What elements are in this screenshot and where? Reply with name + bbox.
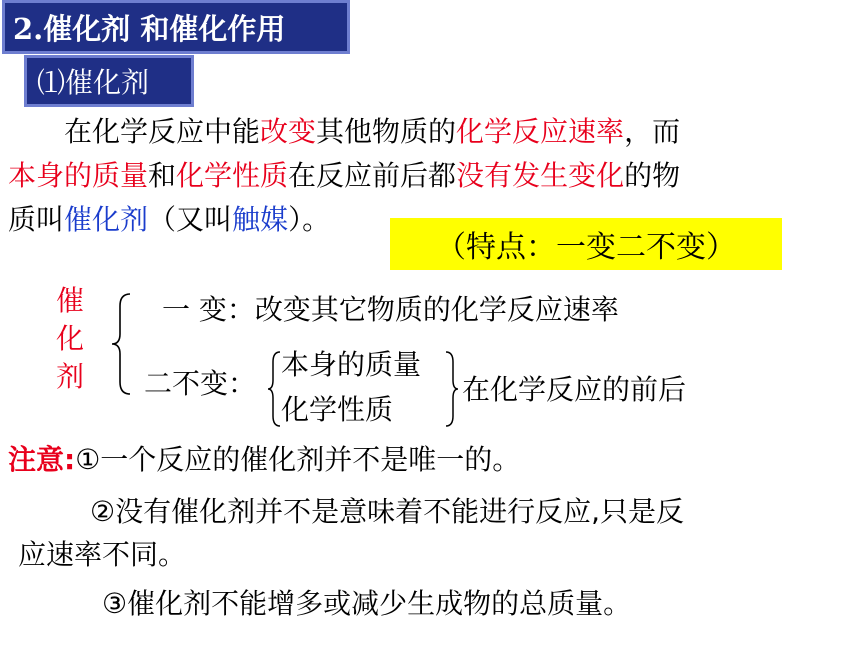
text-segment: 其他物质的 (316, 115, 457, 148)
note-line-1 (8, 438, 520, 478)
text-segment: ，而 (624, 115, 681, 148)
before-after-reaction: 在化学反应的前后 (462, 373, 687, 406)
keyword-mass: 本身的质量 (8, 159, 149, 192)
text-segment: 的物 (624, 159, 681, 192)
left-brace-icon (110, 292, 134, 396)
keyword-unchanged: 没有发生变化 (456, 159, 625, 192)
right-brace-icon (444, 350, 460, 428)
note-line-2b: 应速率不同。 (18, 538, 187, 571)
note-line-2a: ②没有催化剂并不是意味着不能进行反应,只是反 (90, 495, 685, 528)
keyword-reaction-rate: 化学反应速率 (456, 115, 625, 148)
note-line-3: ③催化剂不能增多或减少生成物的总质量。 (102, 587, 632, 620)
text-segment: （又叫 (148, 203, 233, 236)
text-segment: 在化学反应中能 (64, 115, 261, 148)
definition-line-2 (8, 154, 823, 198)
unchanged-item-mass: 本身的质量 (281, 348, 422, 381)
unchanged-item-chemical-property: 化学性质 (281, 393, 394, 426)
keyword-chemical-property: 化学性质 (176, 159, 289, 192)
title-banner (2, 0, 350, 54)
subtitle-banner (24, 55, 194, 107)
keyword-catalyst: 催化剂 (64, 203, 149, 236)
feature-label: （特点：一变二不变） (436, 230, 736, 265)
catalyst-vertical-label (52, 282, 88, 396)
keyword-contact-agent: 触媒 (232, 203, 289, 236)
text-segment: ）。 (288, 203, 331, 236)
vertical-char: 化 (55, 322, 84, 355)
keyword-change: 改变 (260, 115, 317, 148)
vertical-char: 催 (55, 284, 84, 317)
inner-left-brace-icon (266, 350, 282, 428)
note-text: ①一个反应的催化剂并不是唯一的。 (75, 443, 521, 476)
page-title: 2.催化剂 和催化作用 (13, 11, 286, 46)
vertical-char: 剂 (55, 360, 84, 393)
text-segment: 质叫 (8, 203, 65, 236)
one-change-line: 一 变：改变其它物质的化学反应速率 (162, 293, 619, 326)
note-label: 注意: (8, 443, 76, 476)
definition-line-1 (8, 110, 823, 154)
text-segment: 在反应前后都 (288, 159, 457, 192)
section-subtitle: ⑴催化剂 (37, 66, 150, 99)
text-segment: 和 (148, 159, 177, 192)
feature-highlight (390, 218, 782, 270)
two-unchange-label: 二不变： (144, 367, 257, 400)
